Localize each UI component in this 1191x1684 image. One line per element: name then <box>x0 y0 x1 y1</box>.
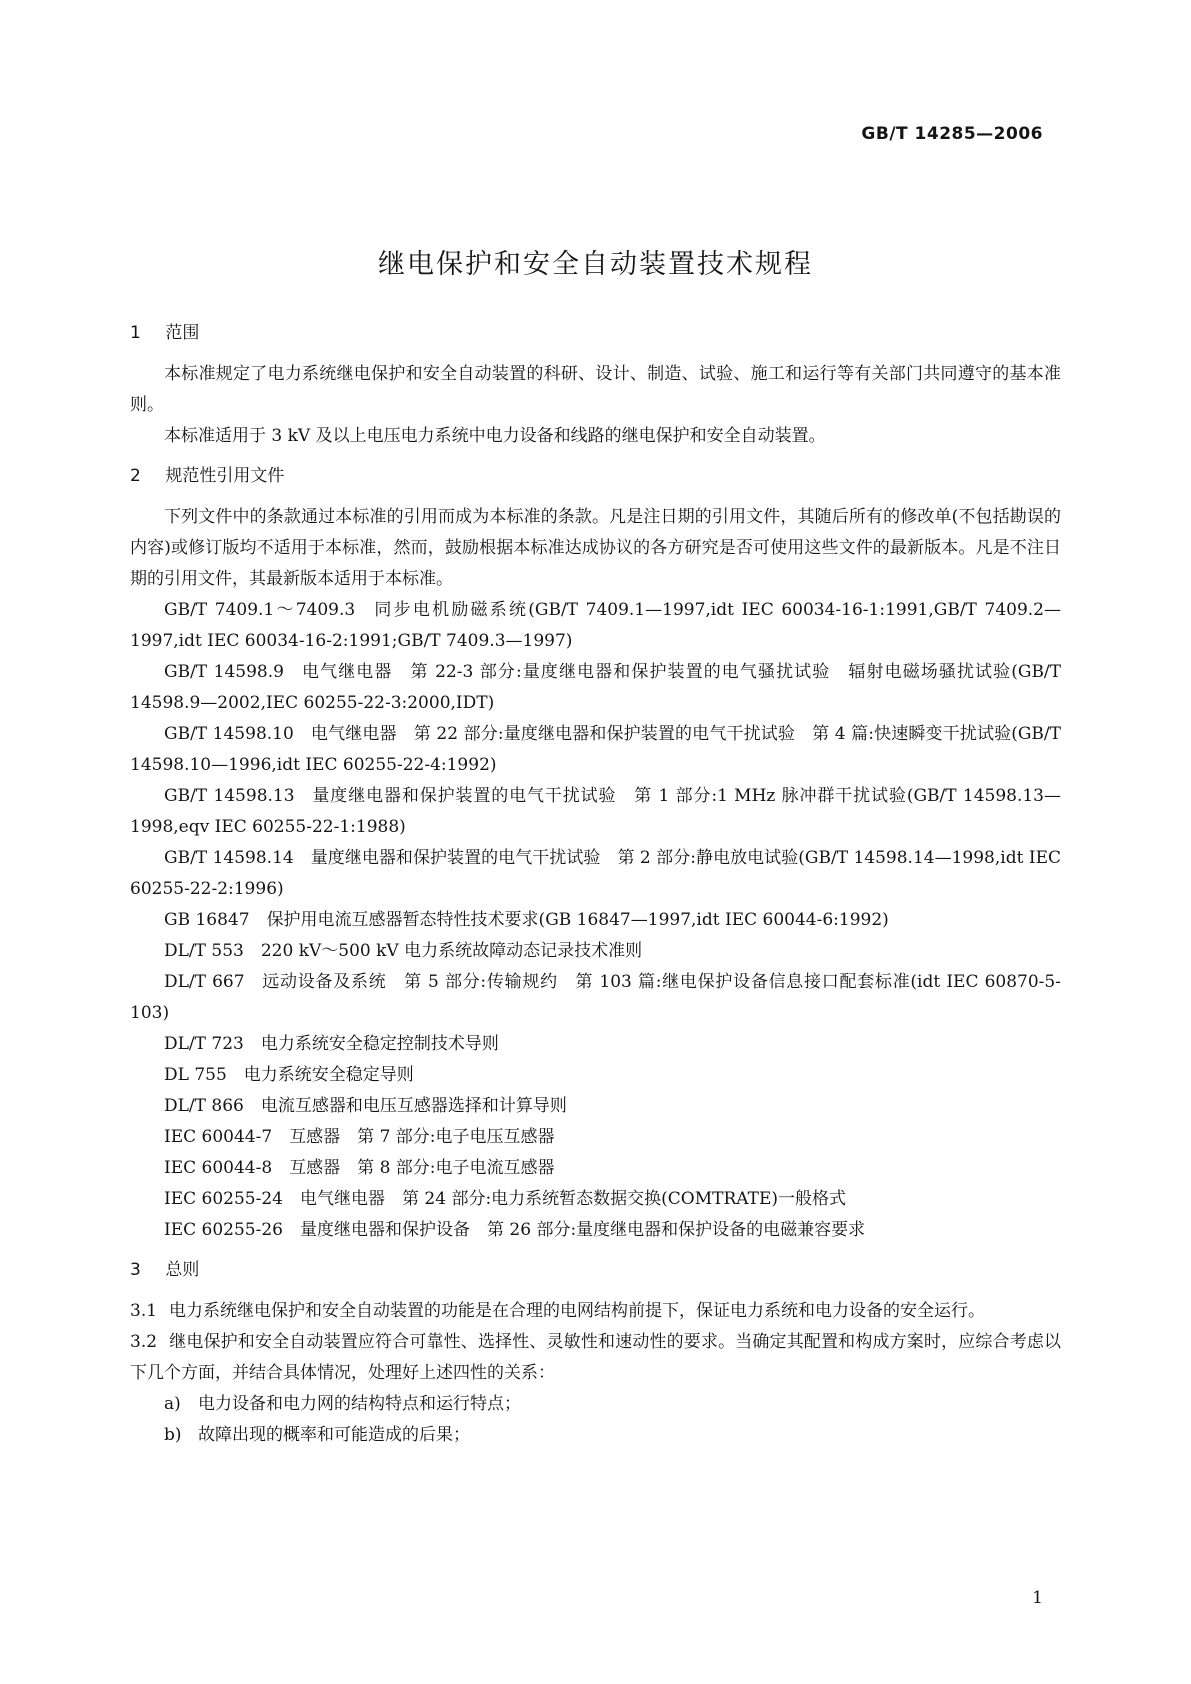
list-item-text: 电力设备和电力网的结构特点和运行特点； <box>198 1394 521 1414</box>
reference-code: GB/T 7409.1～7409.3 <box>164 600 356 620</box>
reference-code: GB 16847 <box>164 910 250 930</box>
clause-3-1 <box>130 1296 1061 1327</box>
reference-code: DL/T 553 <box>164 941 244 961</box>
reference-item <box>130 905 1061 936</box>
page-number: 1 <box>1032 1588 1043 1608</box>
reference-item <box>130 781 1061 843</box>
reference-code: DL/T 667 <box>164 972 245 992</box>
reference-title: 互感器 第 8 部分:电子电流互感器 <box>289 1158 555 1178</box>
document-title: 继电保护和安全自动装置技术规程 <box>378 249 813 281</box>
reference-code: IEC 60044-8 <box>164 1158 273 1178</box>
list-item-text: 故障出现的概率和可能造成的后果； <box>198 1425 470 1445</box>
standard-code: GB/T 14285—2006 <box>861 124 1043 144</box>
section-3-heading <box>130 1255 1061 1285</box>
reference-item <box>130 657 1061 719</box>
reference-item <box>130 1153 1061 1184</box>
reference-item <box>130 936 1061 967</box>
section-1-paragraph: 本标准适用于 3 kV 及以上电压电力系统中电力设备和线路的继电保护和安全自动装置。 <box>164 426 826 446</box>
document-body <box>130 318 1061 1451</box>
reference-title: 电气继电器 第 24 部分:电力系统暂态数据交换(COMTRATE)一般格式 <box>300 1189 847 1209</box>
list-item <box>130 1389 1061 1420</box>
reference-code: IEC 60255-26 <box>164 1220 283 1240</box>
reference-title: 电气继电器 第 22-3 部分:量度继电器和保护装置的电气骚扰试验 辐射电磁场骚扰试验(GB/T 14598.9—2002,IEC 60255-22-3:2000,IDT) <box>130 662 1062 713</box>
clause-3-2 <box>130 1327 1061 1389</box>
clause-number: 3.1 <box>130 1301 158 1321</box>
section-number: 2 <box>130 466 141 486</box>
reference-title: 电流互感器和电压互感器选择和计算导则 <box>260 1096 567 1116</box>
section-1-paragraph: 本标准规定了电力系统继电保护和安全自动装置的科研、设计、制造、试验、施工和运行等有关部门共同遵守的基本准则。 <box>130 364 1061 415</box>
list-item-label: b) <box>164 1425 182 1445</box>
reference-code: GB/T 14598.10 <box>164 724 294 744</box>
reference-code: IEC 60255-24 <box>164 1189 283 1209</box>
reference-code: DL/T 723 <box>164 1034 244 1054</box>
reference-item <box>130 1091 1061 1122</box>
reference-item <box>130 595 1061 657</box>
reference-code: DL/T 866 <box>164 1096 244 1116</box>
reference-title: 同步电机励磁系统(GB/T 7409.1—1997,idt IEC 60034-16-1:1991,GB/T 7409.2—1997,idt IEC 60034-16-2:1991;GB/T 7409.3—1997) <box>130 600 1062 651</box>
reference-item <box>130 1029 1061 1060</box>
reference-title: 量度继电器和保护装置的电气干扰试验 第 1 部分:1 MHz 脉冲群干扰试验(GB/T 14598.13—1998,eqv IEC 60255-22-1:1988) <box>130 786 1061 837</box>
reference-item <box>130 843 1061 905</box>
reference-code: IEC 60044-7 <box>164 1127 273 1147</box>
reference-title: 电力系统安全稳定控制技术导则 <box>260 1034 499 1054</box>
reference-title: 远动设备及系统 第 5 部分:传输规约 第 103 篇:继电保护设备信息接口配套标准(idt IEC 60870-5-103) <box>130 972 1061 1023</box>
reference-title: 电力系统安全稳定导则 <box>243 1065 414 1085</box>
reference-code: GB/T 14598.13 <box>164 786 295 806</box>
list-item-label: a) <box>164 1394 181 1414</box>
clause-number: 3.2 <box>130 1332 158 1352</box>
reference-item <box>130 1060 1061 1091</box>
section-number: 1 <box>130 323 141 343</box>
reference-item <box>130 967 1061 1029</box>
reference-code: DL 755 <box>164 1065 227 1085</box>
reference-list <box>130 595 1061 1246</box>
reference-title: 互感器 第 7 部分:电子电压互感器 <box>289 1127 555 1147</box>
section-1-heading <box>130 318 1061 348</box>
reference-title: 保护用电流互感器暂态特性技术要求(GB 16847—1997,idt IEC 60044-6:1992) <box>266 910 889 930</box>
clause-text: 继电保护和安全自动装置应符合可靠性、选择性、灵敏性和速动性的要求。当确定其配置和构成方案时，应综合考虑以下几个方面，并结合具体情况，处理好上述四性的关系： <box>130 1332 1061 1383</box>
section-number: 3 <box>130 1260 141 1280</box>
section-2-intro: 下列文件中的条款通过本标准的引用而成为本标准的条款。凡是注日期的引用文件，其随后所有的修改单(不包括勘误的内容)或修订版均不适用于本标准，然而，鼓励根据本标准达成协议的各方研究是否可使用这些文件的最新版本。凡是不注日期的引用文件，其最新版本适用于本标准。 <box>130 507 1061 589</box>
list-item <box>130 1420 1061 1451</box>
reference-item <box>130 719 1061 781</box>
section-title: 范围 <box>165 323 200 343</box>
reference-title: 电气继电器 第 22 部分:量度继电器和保护装置的电气干扰试验 第 4 篇:快速瞬变干扰试验(GB/T 14598.10—1996,idt IEC 60255-22-4:1992) <box>130 724 1061 775</box>
reference-code: GB/T 14598.14 <box>164 848 294 868</box>
reference-title: 量度继电器和保护装置的电气干扰试验 第 2 部分:静电放电试验(GB/T 14598.14—1998,idt IEC 60255-22-2:1996) <box>130 848 1061 899</box>
reference-title: 220 kV～500 kV 电力系统故障动态记录技术准则 <box>260 941 643 961</box>
section-title: 总则 <box>165 1260 200 1280</box>
reference-item <box>130 1122 1061 1153</box>
section-title: 规范性引用文件 <box>165 466 285 486</box>
reference-item <box>130 1184 1061 1215</box>
reference-code: GB/T 14598.9 <box>164 662 284 682</box>
clause-text: 电力系统继电保护和安全自动装置的功能是在合理的电网结构前提下，保证电力系统和电力设备的安全运行。 <box>169 1301 986 1321</box>
reference-title: 量度继电器和保护设备 第 26 部分:量度继电器和保护设备的电磁兼容要求 <box>300 1220 866 1240</box>
section-2-heading <box>130 461 1061 491</box>
reference-item <box>130 1215 1061 1246</box>
